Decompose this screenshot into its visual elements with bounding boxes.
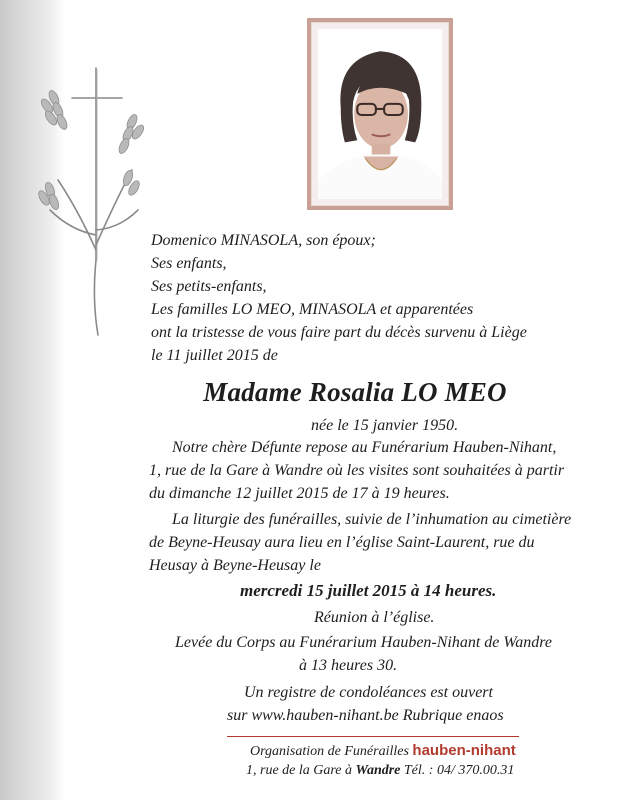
levee-line-2: à 13 heures 30.	[299, 657, 398, 674]
footer-address-town: Wandre	[355, 763, 401, 778]
meeting-note: Réunion à l’église.	[314, 609, 435, 626]
footer-org-label: Organisation de Funérailles	[250, 744, 409, 759]
liturgy-line-3: Heusay à Beyne-Heusay le	[149, 557, 321, 574]
portrait-photo-icon	[318, 29, 442, 199]
register-line-2: sur www.hauben-nihant.be Rubrique enaos	[227, 707, 504, 724]
levee-line-1: Levée du Corps au Funérarium Hauben-Nihant de Wandre	[175, 634, 552, 651]
repose-line-3: du dimanche 12 juillet 2015 de 17 à 19 heures.	[149, 485, 450, 502]
repose-line-2: 1, rue de la Gare à Wandre où les visites sont souhaitées à partir	[149, 462, 565, 479]
footer-address-pre: 1, rue de la Gare à	[246, 763, 353, 778]
liturgy-line-1: La liturgie des funérailles, suivie de l’inhumation au cimetière	[172, 511, 572, 528]
brand-logo-text: hauben-nihant	[412, 742, 516, 759]
cross-with-wheat-icon	[20, 60, 150, 360]
photo-frame	[307, 18, 453, 210]
deceased-name: Madame Rosalia LO MEO	[203, 377, 507, 407]
footer-org	[250, 742, 516, 761]
register-line-1: Un registre de condoléances est ouvert	[244, 684, 493, 701]
family-line-announcement: ont la tristesse de vous faire part du décès survenu à Liège	[151, 324, 527, 341]
funeral-date: mercredi 15 juillet 2015 à 14 heures.	[240, 581, 497, 600]
footer-address	[246, 762, 514, 780]
family-line-children: Ses enfants,	[151, 255, 227, 272]
birth-date: née le 15 janvier 1950.	[311, 417, 459, 434]
family-line-grandchildren: Ses petits-enfants,	[151, 278, 267, 295]
repose-line-1: Notre chère Défunte repose au Funérarium Hauben-Nihant,	[172, 439, 557, 456]
portrait-photo	[311, 22, 449, 206]
footer-address-phone: Tél. : 04/ 370.00.31	[403, 763, 515, 778]
family-line-spouse: Domenico MINASOLA, son époux;	[151, 232, 376, 249]
footer-divider	[227, 736, 519, 737]
family-line-death-date: le 11 juillet 2015 de	[151, 347, 278, 364]
liturgy-line-2: de Beyne-Heusay aura lieu en l’église Saint-Laurent, rue du	[149, 534, 535, 551]
family-line-families: Les familles LO MEO, MINASOLA et apparentées	[151, 301, 474, 318]
